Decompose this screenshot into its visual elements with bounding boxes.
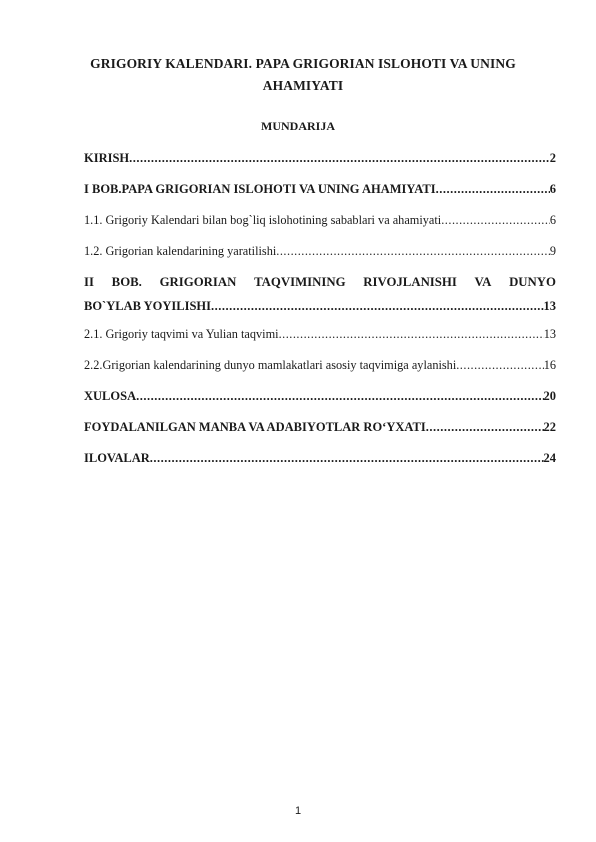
toc-entry-page: 13 (543, 299, 556, 313)
toc-entry-xulosa[interactable] (84, 381, 556, 412)
toc-entry-ilovalar[interactable] (84, 443, 556, 474)
toc-word: DUNYO (509, 275, 556, 289)
toc-entry-bob2[interactable] (84, 271, 556, 319)
toc-leader-dots (129, 143, 550, 174)
toc-leader-dots (150, 443, 544, 474)
toc-entry-label: ILOVALAR (84, 451, 150, 465)
toc-entry-page: 6 (549, 213, 556, 227)
toc-entry-foydalanilgan[interactable] (84, 412, 556, 443)
toc-entry-bob1[interactable] (84, 174, 556, 205)
toc-word: VA (474, 275, 492, 289)
toc-entry-label: 1.1. Grigoriy Kalendari bilan bog`liq islohotining sabablari va ahamiyati (84, 213, 442, 227)
toc-entry-1-2[interactable] (84, 236, 556, 267)
toc-entry-label: I BOB.PAPA GRIGORIAN ISLOHOTI VA UNING AHAMIYATI (84, 182, 436, 196)
toc-leader-dots (426, 412, 544, 443)
toc-entry-label: BO`YLAB YOYILISHI (84, 299, 211, 313)
toc-leader-dots (211, 293, 544, 319)
toc-entry-page: 13 (543, 327, 556, 341)
toc-entry-page: 2 (549, 151, 556, 165)
toc-entry-label: 2.2.Grigorian kalendarining dunyo mamlakatlari asosiy taqvimiga aylanishi (84, 358, 457, 372)
toc-leader-dots (279, 319, 544, 350)
toc-entry-page: 20 (543, 389, 556, 403)
toc-entry-kirish[interactable] (84, 143, 556, 174)
toc-entry-1-1[interactable] (84, 205, 556, 236)
toc-word: BOB. (111, 275, 142, 289)
toc-entry-label: 1.2. Grigorian kalendarining yaratilishi (84, 244, 277, 258)
toc-entry-label: FOYDALANILGAN MANBA VA ADABIYOTLAR RO‘YXATI (84, 420, 426, 434)
toc-entry-label: XULOSA (84, 389, 137, 403)
toc-entry-2-1[interactable] (84, 319, 556, 350)
table-of-contents (84, 143, 556, 474)
toc-leader-dots (441, 205, 550, 236)
toc-leader-dots (456, 350, 543, 381)
toc-entry-page: 16 (543, 358, 556, 372)
document-title: GRIGORIY KALENDARI. PAPA GRIGORIAN ISLOHOTI VA UNING AHAMIYATI (90, 56, 516, 93)
toc-word: GRIGORIAN (159, 275, 237, 289)
toc-leader-dots (276, 236, 550, 267)
toc-leader-dots (136, 381, 543, 412)
toc-word: II (84, 275, 94, 289)
toc-entry-label: KIRISH (84, 151, 130, 165)
page-number: 1 (294, 805, 302, 817)
toc-entry-label: 2.1. Grigoriy taqvimi va Yulian taqvimi (84, 327, 279, 341)
toc-entry-page: 9 (549, 244, 556, 258)
toc-heading: MUNDARIJA (261, 119, 335, 133)
toc-word: TAQVIMINING (254, 275, 346, 289)
toc-entry-bob2-line2 (84, 293, 556, 319)
toc-entry-2-2[interactable] (84, 350, 556, 381)
toc-entry-page: 24 (543, 451, 556, 465)
toc-entry-page: 22 (543, 420, 556, 434)
toc-word: RIVOJLANISHI (363, 275, 457, 289)
toc-entry-page: 6 (549, 182, 556, 196)
toc-entry-bob2-line1 (84, 271, 556, 293)
toc-leader-dots (436, 174, 550, 205)
